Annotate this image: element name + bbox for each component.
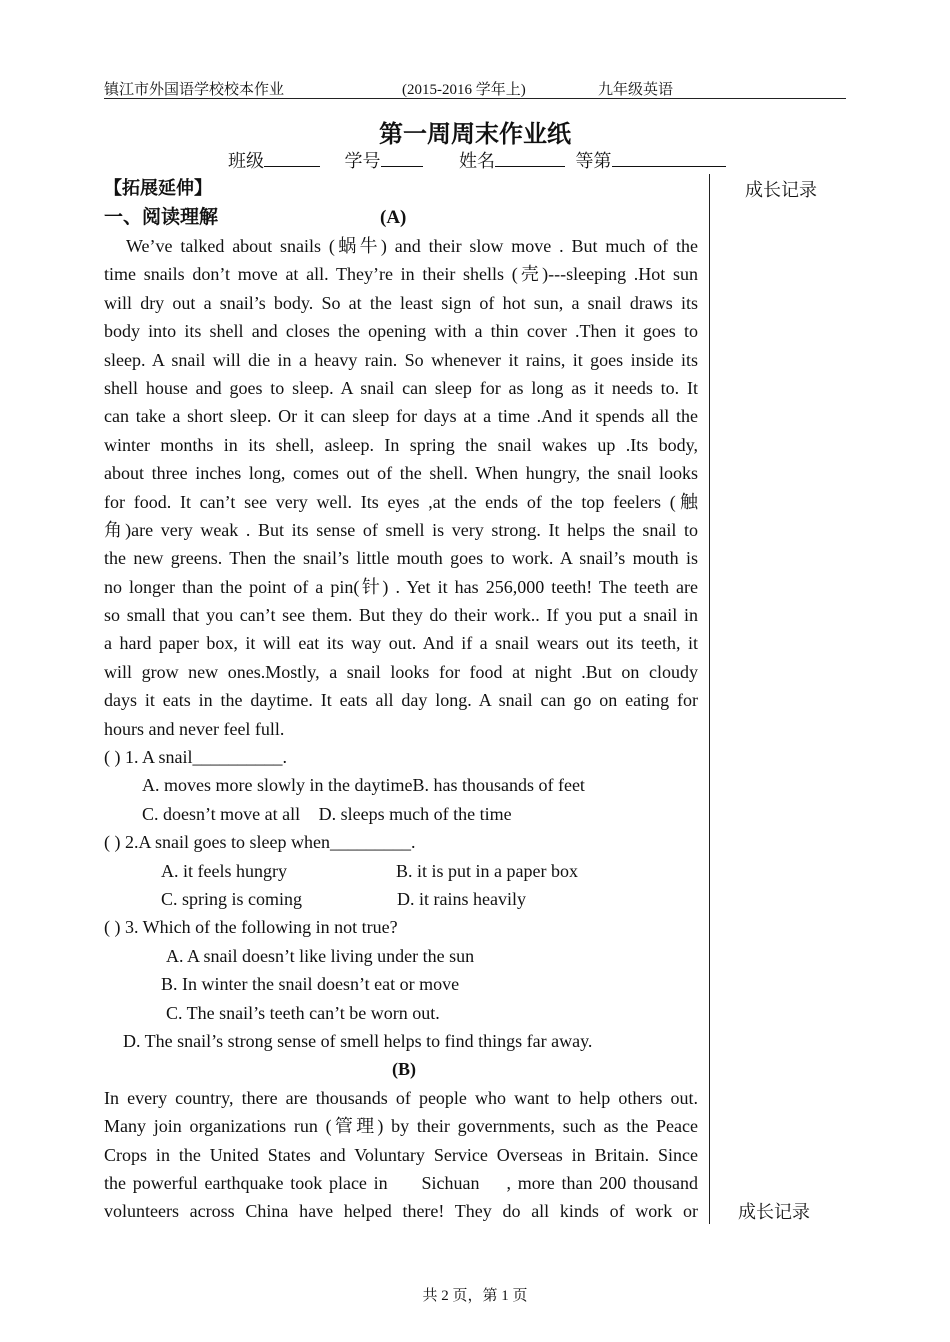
passage-a-line: shell house and goes to sleep. A snail can sleep for as long as it needs to. It [104, 377, 698, 398]
name-field[interactable] [495, 148, 565, 167]
q1-option-b: B. has thousands of feet [412, 775, 585, 796]
passage-a-line: sleep. A snail will die in a heavy rain. So whenever it rains, it goes inside its [104, 349, 698, 370]
passage-a [104, 232, 698, 743]
q3-option-b: B. In winter the snail doesn’t eat or move [161, 974, 460, 995]
school-year: (2015-2016 学年上) [402, 82, 526, 98]
passage-a-line: We’ve talked about snails (蜗牛) and their slow move . But much of the [126, 236, 698, 256]
student-id-label: 学号 [344, 151, 381, 171]
q1-option-a: A. moves more slowly in the daytime [142, 775, 413, 796]
passage-a-line: about three inches long, comes out of the shell. When hungry, the snail looks [104, 463, 698, 484]
growth-record-label-bottom: 成长记录 [738, 1202, 810, 1222]
passage-b-line: the powerful earthquake took place in Sichuan , more than 200 thousand [104, 1172, 698, 1193]
school-name: 镇江市外国语学校校本作业 [104, 82, 285, 98]
q1-option-c: C. doesn’t move at all [142, 803, 301, 824]
passage-a-line: the new greens. Then the snail’s little mouth goes to work. A snail’s mouth is [104, 548, 698, 569]
passage-b-line: volunteers across China have helped there! They do all kinds of work or [104, 1201, 698, 1222]
passage-a-line: days it eats in the daytime. It eats all day long. A snail can go on eating for [104, 690, 698, 711]
passage-a-line: body into its shell and closes the opening with a thin cover .Then it goes to [104, 321, 698, 342]
q2-option-a: A. it feels hungry [161, 860, 287, 881]
passage-a-line: will grow new ones.Mostly, a snail looks for food at night .But on cloudy [104, 661, 698, 682]
main-content [104, 174, 698, 1226]
question-1-options-ab [104, 771, 698, 799]
reading-section-heading [104, 203, 698, 232]
passage-a-line: time snails don’t move at all. They’re in their shells (壳)---sleeping .Hot sun [104, 264, 698, 285]
passage-a-line: hours and never feel full. [104, 718, 285, 739]
name-label: 姓名 [459, 151, 495, 171]
passage-b-label: (B) [392, 1059, 416, 1080]
passage-a-line: can take a short sleep. Or it can sleep for days at a time .And it spends all the [104, 406, 698, 427]
q3-option-c: C. The snail’s teeth can’t be worn out. [166, 1002, 440, 1023]
page-header [104, 76, 846, 99]
passage-b-line: Crops in the United States and Voluntary Service Overseas in Britain. Since [104, 1144, 698, 1165]
question-3-stem: ( ) 3. Which of the following in not true? [104, 917, 398, 938]
question-1-options-cd [104, 800, 698, 828]
passage-a-line: for food. It can’t see very well. Its eyes ,at the ends of the top feelers (触 [104, 491, 698, 512]
q2-option-c: C. spring is coming [161, 888, 303, 909]
growth-record-label-top: 成长记录 [745, 180, 817, 200]
student-info-line [228, 147, 732, 173]
question-2-options-ab [104, 857, 698, 885]
section-tag: 【拓展延伸】 [104, 178, 212, 198]
q2-option-d: D. it rains heavily [397, 888, 526, 909]
question-2-options-cd [104, 885, 698, 913]
student-id-field[interactable] [381, 148, 423, 167]
passage-b-line: In every country, there are thousands of people who want to help others out. [104, 1087, 698, 1108]
passage-a-line: no longer than the point of a pin(针) . Yet it has 256,000 teeth! The teeth are [104, 576, 698, 597]
passage-a-line: will dry out a snail’s body. So at the least sign of hot sun, a snail draws its [104, 292, 698, 313]
margin-divider [709, 174, 710, 1224]
q3-option-d: D. The snail’s strong sense of smell helps to find things far away. [123, 1030, 593, 1051]
grade-field[interactable] [612, 148, 726, 167]
q1-option-d: D. sleeps much of the time [318, 803, 512, 824]
page-title: 第一周周末作业纸 [379, 122, 571, 148]
page-footer: 共 2 页，第 1 页 [422, 1288, 528, 1304]
part-title: 一、阅读理解 [104, 207, 219, 228]
q2-option-b: B. it is put in a paper box [396, 860, 578, 881]
passage-a-line: 角)are very weak . But its sense of smell is very strong. It helps the snail to [104, 519, 698, 540]
grade-label: 等第 [575, 151, 612, 171]
subject-grade: 九年级英语 [598, 82, 674, 98]
class-field[interactable] [264, 148, 320, 167]
passage-a-line: winter months in its shell, asleep. In spring the snail wakes up .Its body, [104, 434, 698, 455]
question-2-stem: ( ) 2.A snail goes to sleep when_________. [104, 832, 416, 853]
passage-b [104, 1084, 698, 1226]
passage-a-label: (A) [380, 207, 407, 228]
passage-a-line: a hard paper box, it will eat its way out. And if a snail wears out its teeth, it [104, 633, 698, 654]
q3-option-a: A. A snail doesn’t like living under the sun [166, 945, 475, 966]
question-1-stem: ( ) 1. A snail__________. [104, 747, 287, 768]
passage-a-line: so small that you can’t see them. But they do their work.. If you put a snail in [104, 605, 698, 626]
class-label: 班级 [228, 151, 264, 171]
passage-b-line: Many join organizations run (管理) by their governments, such as the Peace [104, 1116, 698, 1137]
